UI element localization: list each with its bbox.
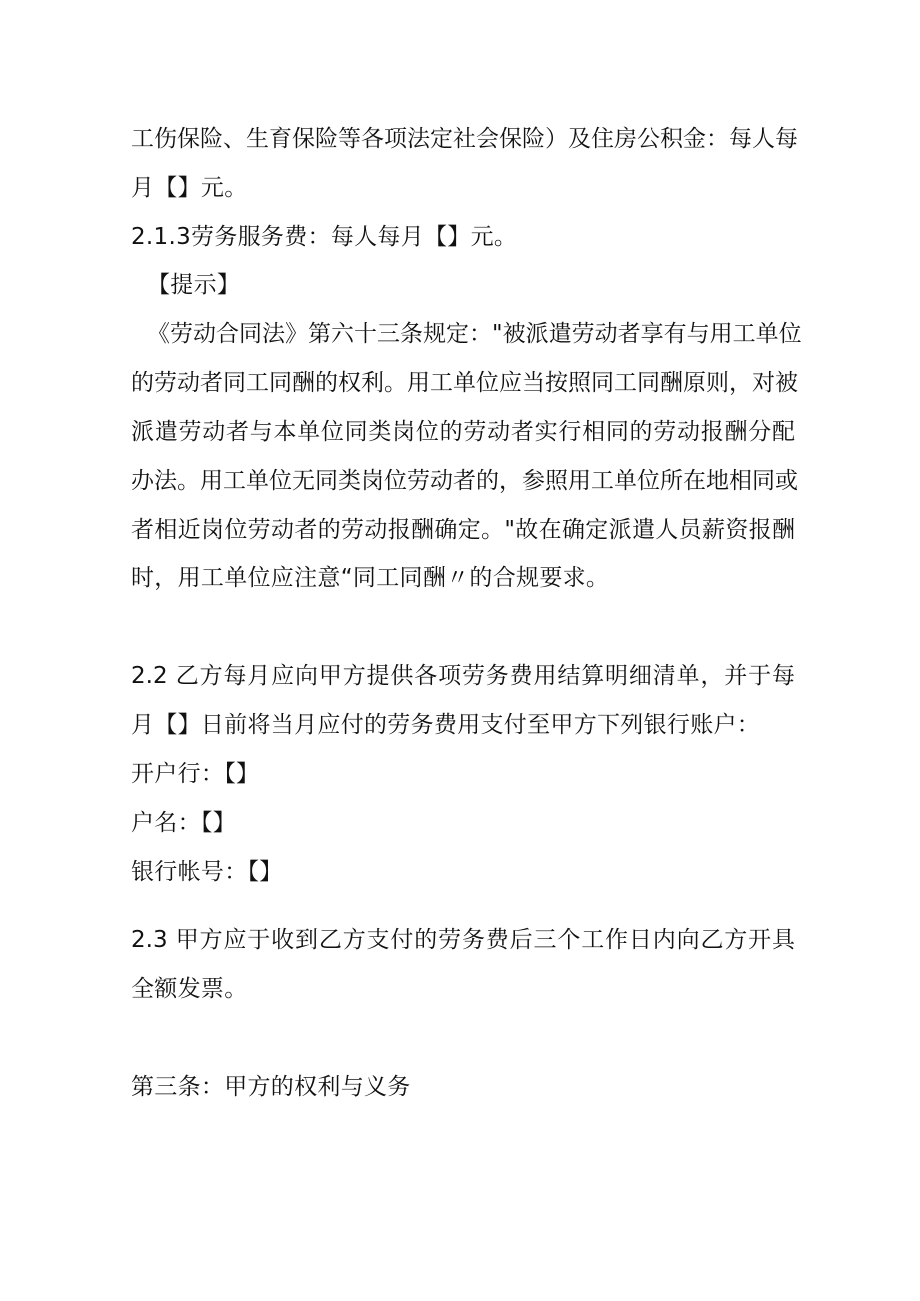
paragraph-line-social-insurance: 工伤保险、生育保险等各项法定社会保险）及住房公积金：每人每: [131, 126, 798, 152]
account-name-field: 户名：【】: [131, 810, 236, 836]
tip-text-line-1: 《劳动合同法》第六十三条规定："被派遣劳动者享有与用工单位: [147, 321, 802, 347]
tip-heading: 【提示】: [147, 272, 241, 298]
tip-text-line-5: 者相近岗位劳动者的劳动报酬确定。"故在确定派遣人员薪资报酬: [131, 517, 795, 543]
tip-text-line-3: 派遣劳动者与本单位同类岗位的劳动者实行相同的劳动报酬分配: [131, 419, 795, 445]
bank-account-number-field: 银行帐号：【】: [131, 859, 283, 885]
clause-2-3-line-2: 全额发票。: [131, 976, 248, 1002]
tip-text-line-6: 时，用工单位应注意“同工同酬〃的合规要求。: [131, 565, 610, 591]
paragraph-line-monthly-amount: 月【】元。: [131, 175, 248, 201]
clause-2-3-line-1: 2.3 甲方应于收到乙方支付的劳务费后三个工作日内向乙方开具: [131, 927, 795, 953]
tip-text-line-2: 的劳动者同工同酬的权利。用工单位应当按照同工同酬原则，对被: [131, 370, 798, 396]
clause-2-2-line-1: 2.2 乙方每月应向甲方提供各项劳务费用结算明细清单，并于每: [131, 663, 795, 689]
section-3-heading: 第三条：甲方的权利与义务: [131, 1074, 411, 1100]
bank-name-field: 开户行：【】: [131, 761, 260, 787]
clause-2-1-3-service-fee: 2.1.3劳务服务费：每人每月【】元。: [131, 224, 518, 250]
tip-text-line-4: 办法。用工单位无同类岗位劳动者的，参照用工单位所在地相同或: [131, 468, 798, 494]
clause-2-2-line-2: 月【】日前将当月应付的劳务费用支付至甲方下列银行账户：: [131, 712, 761, 738]
